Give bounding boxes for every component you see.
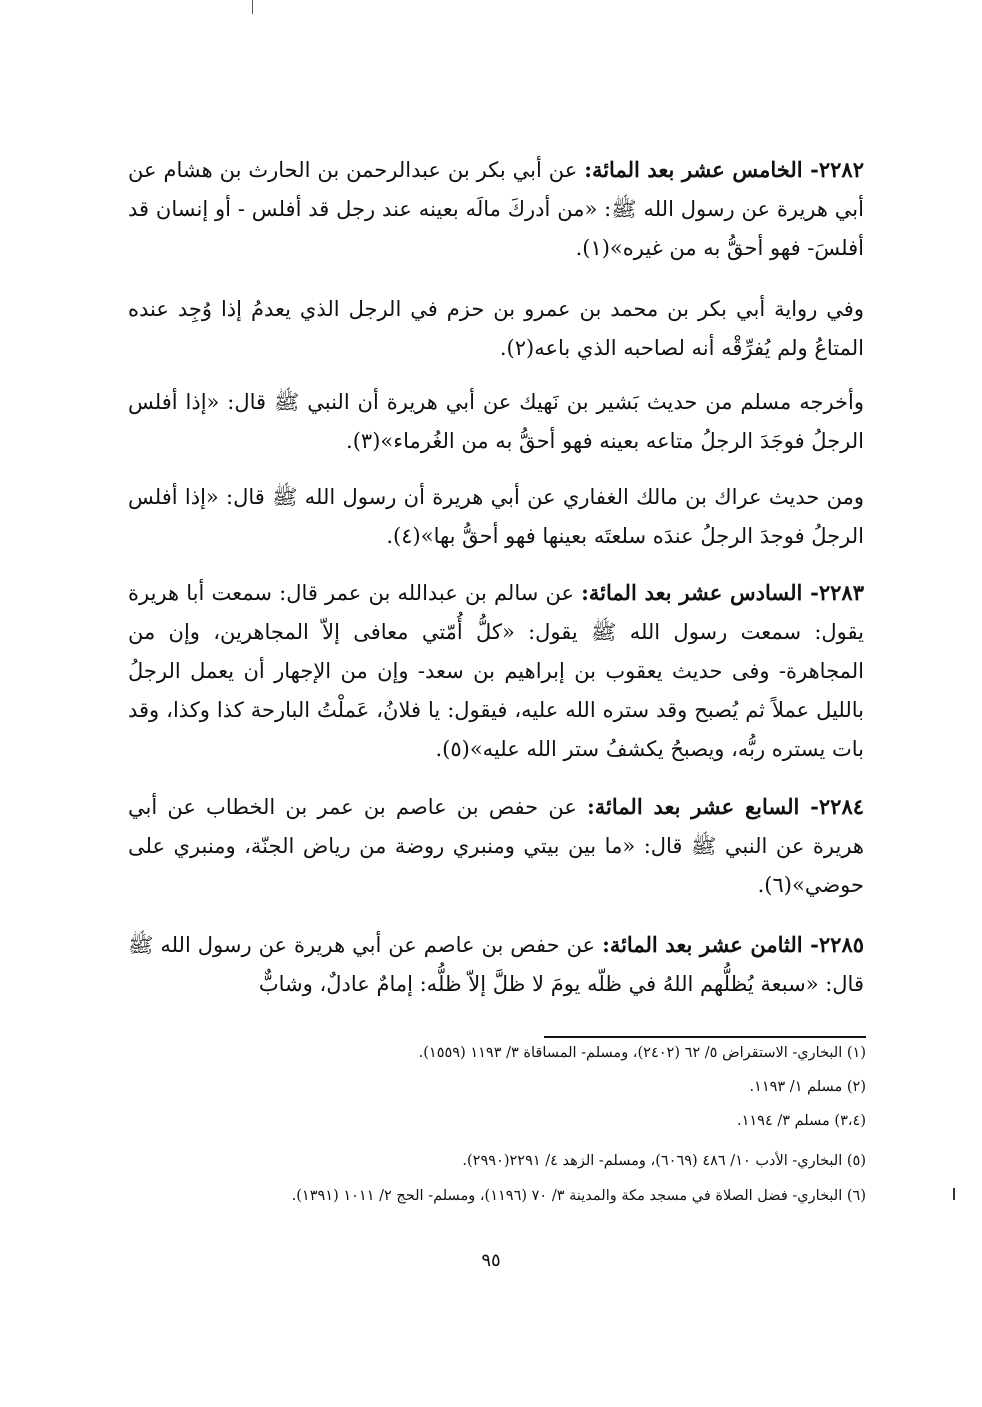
page-number: ٩٥: [481, 1250, 501, 1271]
hadith-heading: ٢٢٨٥- الثامن عشر بعد المائة:: [602, 932, 865, 957]
hadith-2282: [128, 150, 864, 268]
paragraph-text: وفي رواية أبي بكر بن محمد بن عمرو بن حزم في الرجل الذي يعدمُ إذا وُجِد عنده المتاعُ ولم يُفرِّقْه أنه لصاحبه الذي باعه(٢).: [128, 297, 864, 360]
footnote-1: (١) البخاري- الاستقراض ٥/ ٦٢ (٢٤٠٢)، ومسلم- المساقاة ٣/ ١١٩٣ (١٥٥٩).: [418, 1045, 866, 1061]
hadith-heading: ٢٢٨٤- السابع عشر بعد المائة:: [587, 794, 865, 819]
scan-edge-mark: [252, 0, 253, 14]
narration-abu-bakr: [128, 290, 864, 368]
paragraph-text: وأخرجه مسلم من حديث بَشير بن نَهيك عن أبي هريرة أن النبي ﷺ قال: «إذا أفلس الرجلُ فوجَدَ الرجلُ متاعه بعينه فهو أحقُّ به من الغُرماء»(٣).: [128, 390, 864, 453]
paragraph-text: ومن حديث عراك بن مالك الغفاري عن أبي هريرة أن رسول الله ﷺ قال: «إذا أفلس الرجلُ فوجدَ الرجلُ عندَه سلعتَه بعينها فهو أحقُّ بها»(٤).: [128, 485, 864, 548]
hadith-text: عن أبي بكر بن عبدالرحمن بن الحارث بن هشام عن أبي هريرة عن رسول الله ﷺ: «من أدركَ مالَه بعينه عند رجل قد أفلس - أو إنسان قد أفلسَ- فهو أحقُّ به من غيره»(١).: [128, 158, 864, 260]
hadith-heading: ٢٢٨٣- السادس عشر بعد المائة:: [581, 580, 864, 605]
footnote-divider: [544, 1036, 866, 1038]
footnote-2: (٢) مسلم ١/ ١١٩٣.: [749, 1079, 866, 1095]
footnote-6: (٦) البخاري- فضل الصلاة في مسجد مكة والمدينة ٣/ ٧٠ (١١٩٦)، ومسلم- الحج ٢/ ١٠١١ (١٣٩١).: [291, 1188, 866, 1204]
footnote-3-4: (٣،٤) مسلم ٣/ ١١٩٤.: [736, 1113, 866, 1129]
scan-edge-mark: [953, 1188, 955, 1200]
hadith-text: عن حفص بن عاصم بن عمر بن الخطاب عن أبي هريرة عن النبي ﷺ قال: «ما بين بيتي ومنبري روضة من رياض الجنّة، ومنبري على حوضي»(٦).: [128, 795, 864, 897]
hadith-text: عن سالم بن عبدالله بن عمر قال: سمعت أبا هريرة يقول: سمعت رسول الله ﷺ يقول: «كلُّ أُمّتي معافى إلاّ المجاهرين، وإن من المجاهرة- وفى حديث يعقوب بن إبراهيم بن سعد- وإن من الإجهار أن يعمل الرجلُ بالليل عملاً ثم يُصبح وقد ستره الله عليه، فيقول: يا فلانُ، عَملْتُ البارحة كذا وكذا، وقد بات يستره ربُّه، ويصبحُ يكشفُ ستر الله عليه»(٥).: [128, 581, 864, 761]
narration-irak: [128, 478, 864, 556]
hadith-2284: [128, 787, 864, 905]
hadith-text: عن حفص بن عاصم عن أبي هريرة عن رسول الله ﷺ قال: «سبعة يُظلُّهم اللهُ في ظلّه يومَ لا ظلَّ إلاّ ظلُّه: إمامٌ عادلٌ، وشابٌّ: [128, 933, 864, 996]
hadith-2285: [128, 925, 864, 1004]
footnote-5: (٥) البخاري- الأدب ١٠/ ٤٨٦ (٦٠٦٩)، ومسلم- الزهد ٤/ ٢٢٩١(٢٩٩٠).: [462, 1153, 866, 1169]
narration-muslim-bashir: [128, 383, 864, 461]
hadith-heading: ٢٢٨٢- الخامس عشر بعد المائة:: [584, 157, 864, 182]
hadith-2283: [128, 573, 864, 769]
